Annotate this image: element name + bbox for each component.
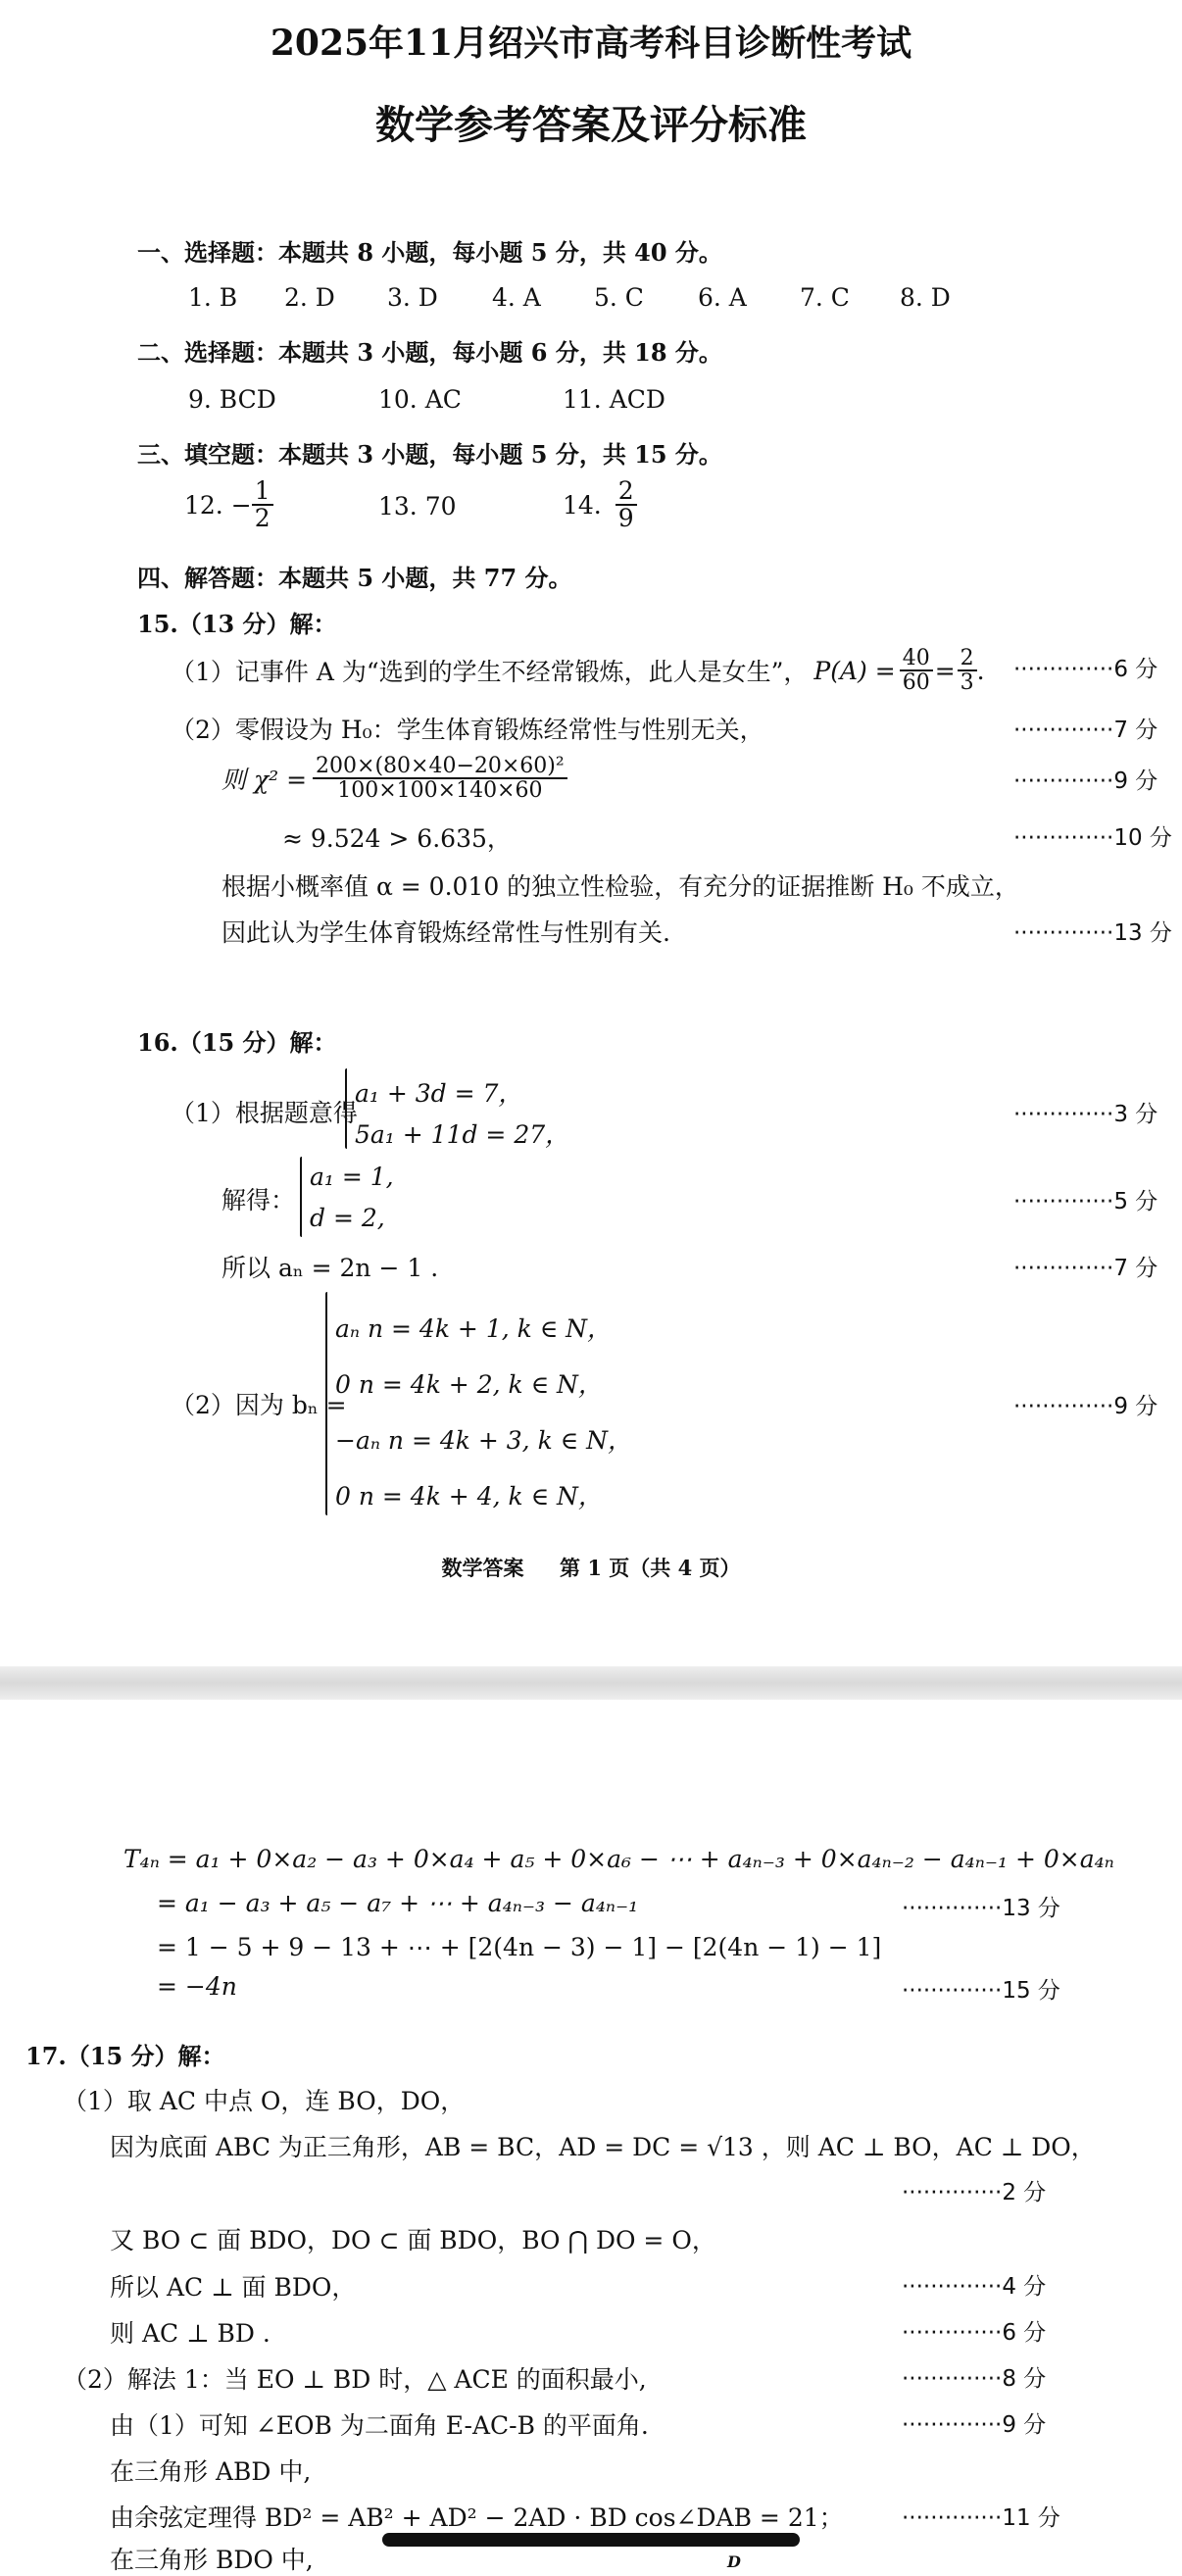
answer-7: 7. C	[800, 283, 850, 312]
p16-part2-label: （2）因为 bₙ =	[171, 1391, 347, 1419]
p17-part2-method1: （2）解法 1：当 EO ⊥ BD 时，△ ACE 的面积最小,	[63, 2365, 647, 2394]
problem-17-title: 17.（15 分）解：	[25, 2042, 225, 2070]
answer-10: 10. AC	[378, 385, 462, 414]
p16-part1-label: （1）根据题意得	[171, 1099, 358, 1127]
q12-label: 12.	[184, 490, 223, 520]
p15-score-9: ··············9 分	[1013, 768, 1158, 794]
answer-6: 6. A	[698, 283, 747, 312]
p17-plane-containment: 又 BO ⊂ 面 BDO，DO ⊂ 面 BDO，BO ⋂ DO = O，	[110, 2226, 716, 2254]
section-3-heading: 三、填空题：本题共 3 小题，每小题 5 分，共 15 分。	[137, 440, 722, 469]
p17-perp-bd: 则 AC ⊥ BD .	[110, 2319, 271, 2348]
answer-9: 9. BCD	[188, 385, 276, 414]
document-subtitle: 数学参考答案及评分标准	[375, 102, 807, 148]
answer-4: 4. A	[492, 283, 541, 312]
p16-system-brace-1	[345, 1068, 347, 1149]
p15-denominator-3: 3	[960, 670, 974, 696]
p16-case-4: 0 n = 4k + 4, k ∈ N，	[335, 1482, 603, 1511]
p17-equilateral-line: 因为底面 ABC 为正三角形，AB = BC，AD = DC = √13 ，则 AC ⊥ BO，AC ⊥ DO，	[110, 2133, 1096, 2161]
t4n-numeric: = 1 − 5 + 9 − 13 + ⋯ + [2(4n − 3) − 1] − [2(4n − 1) − 1]	[157, 1933, 882, 1961]
p15-score-10: ··············10 分	[1013, 825, 1172, 851]
home-indicator[interactable]	[382, 2533, 800, 2547]
problem-16-title: 16.（15 分）解：	[137, 1028, 337, 1057]
p16-score-7: ··············7 分	[1013, 1256, 1158, 1281]
p15-conclusion: 因此认为学生体育锻炼经常性与性别有关.	[222, 918, 670, 947]
answer-13: 13. 70	[378, 492, 457, 520]
p15-chi-square-fraction	[313, 755, 567, 802]
p16-solution-d: d = 2,	[310, 1204, 385, 1232]
p17-score-9: ··············9 分	[902, 2412, 1047, 2438]
p16-case-3: −aₙ n = 4k + 3, k ∈ N，	[335, 1426, 632, 1455]
p15-chi-square-label: 则 χ² =	[222, 766, 308, 795]
q12-numerator: 1	[252, 478, 273, 506]
t4n-simplified: = a₁ − a₃ + a₅ − a₇ + ⋯ + a₄ₙ₋₃ − a₄ₙ₋₁	[157, 1889, 639, 1917]
p16-score-3: ··············3 分	[1013, 1102, 1158, 1127]
p15-part1-line	[171, 647, 985, 694]
p15-chi-square-line	[222, 755, 567, 802]
t4n-result: = −4n	[157, 1972, 237, 2001]
p15-equals: =	[934, 656, 956, 685]
page-separator	[0, 1666, 1182, 1700]
q12-fraction	[252, 478, 273, 532]
p17-triangle-abd: 在三角形 ABD 中,	[110, 2457, 312, 2486]
p17-perp-plane: 所以 AC ⊥ 面 BDO，	[110, 2273, 357, 2302]
p16-solve-label: 解得：	[222, 1186, 296, 1214]
p16-general-term: 所以 aₙ = 2n − 1 .	[222, 1254, 439, 1282]
p15-part1-text: （1）记事件 A 为“选到的学生不经常锻炼，此人是女生”，	[171, 658, 809, 687]
answer-2: 2. D	[284, 283, 335, 312]
answer-1: 1. B	[188, 283, 238, 312]
p17-dihedral-angle: 由（1）可知 ∠EOB 为二面角 E-AC-B 的平面角.	[110, 2411, 649, 2440]
q14-label: 14.	[563, 490, 602, 520]
p16-case-1: aₙ n = 4k + 1, k ∈ N，	[335, 1314, 613, 1343]
p17-score-6: ··············6 分	[902, 2320, 1047, 2346]
figure-label-d: D	[727, 2552, 741, 2571]
problem-15-title: 15.（13 分）解：	[137, 610, 337, 638]
p15-score-13: ··············13 分	[1013, 920, 1172, 946]
p16-score-5: ··············5 分	[1013, 1189, 1158, 1214]
p17-score-4: ··············4 分	[902, 2274, 1047, 2300]
answer-5: 5. C	[594, 283, 644, 312]
p17-score-8: ··············8 分	[902, 2366, 1047, 2392]
p17-score-2: ··············2 分	[902, 2180, 1047, 2205]
p16-system-brace-2	[300, 1157, 302, 1237]
p15-conclusion-test: 根据小概率值 α = 0.010 的独立性检验，有充分的证据推断 H₀ 不成立，	[222, 872, 1019, 901]
section-2-heading: 二、选择题：本题共 3 小题，每小题 6 分，共 18 分。	[137, 338, 722, 367]
p15-numerator-40: 40	[900, 647, 933, 671]
p17-part1-construct: （1）取 AC 中点 O，连 BO，DO，	[63, 2087, 466, 2115]
q12-sign: −	[230, 490, 252, 520]
p15-denominator-60: 60	[902, 670, 930, 696]
p15-probability-label: P(A) =	[813, 656, 896, 685]
p16-equation-2: 5a₁ + 11d = 27，	[355, 1120, 570, 1149]
p15-fraction-2-3	[958, 647, 977, 694]
answer-3: 3. D	[387, 283, 438, 312]
p16-piecewise-brace	[325, 1292, 327, 1515]
p16-score-13: ··············13 分	[902, 1896, 1060, 1921]
q14-denominator: 9	[617, 504, 634, 533]
p17-score-11: ··············11 分	[902, 2505, 1060, 2531]
p15-approx-value: ≈ 9.524 > 6.635，	[282, 824, 512, 853]
p15-part2-hypothesis: （2）零假设为 H₀：学生体育锻炼经常性与性别无关，	[171, 716, 764, 744]
p15-period: .	[976, 656, 985, 685]
t4n-expansion: T₄ₙ = a₁ + 0×a₂ − a₃ + 0×a₄ + a₅ + 0×a₆ − ⋯ + a₄ₙ₋₃ + 0×a₄ₙ₋₂ − a₄ₙ₋₁ + 0×a₄ₙ	[123, 1845, 1114, 1873]
p16-equation-1: a₁ + 3d = 7，	[355, 1079, 523, 1108]
q12-denominator: 2	[254, 504, 271, 533]
p16-score-9: ··············9 分	[1013, 1394, 1158, 1419]
exam-title: 2025年11月绍兴市高考科目诊断性考试	[270, 23, 912, 64]
page-footer: 数学答案 第 1 页（共 4 页）	[441, 1556, 741, 1580]
p15-numerator-2: 2	[958, 647, 977, 671]
p17-cosine-law: 由余弦定理得 BD² = AB² + AD² − 2AD · BD cos∠DAB = 21；	[110, 2503, 844, 2532]
section-4-heading: 四、解答题：本题共 5 小题，共 77 分。	[137, 564, 572, 592]
section-1-heading: 一、选择题：本题共 8 小题，每小题 5 分，共 40 分。	[137, 238, 722, 267]
p15-score-7: ··············7 分	[1013, 718, 1158, 743]
p17-triangle-bdo: 在三角形 BDO 中,	[110, 2546, 314, 2574]
p15-chi-denominator: 100×100×140×60	[337, 778, 543, 804]
p16-case-2: 0 n = 4k + 2, k ∈ N，	[335, 1370, 603, 1399]
p16-score-15: ··············15 分	[902, 1978, 1060, 2004]
p15-score-6: ··············6 分	[1013, 657, 1158, 682]
q14-numerator: 2	[616, 478, 637, 506]
answer-11: 11. ACD	[563, 385, 665, 414]
q14-fraction	[616, 478, 637, 532]
answer-12	[184, 478, 273, 532]
p16-solution-a1: a₁ = 1,	[310, 1163, 394, 1191]
answer-8: 8. D	[900, 283, 951, 312]
p15-fraction-40-60	[900, 647, 933, 694]
answer-14	[563, 478, 637, 532]
p15-chi-numerator: 200×(80×40−20×60)²	[313, 755, 567, 779]
